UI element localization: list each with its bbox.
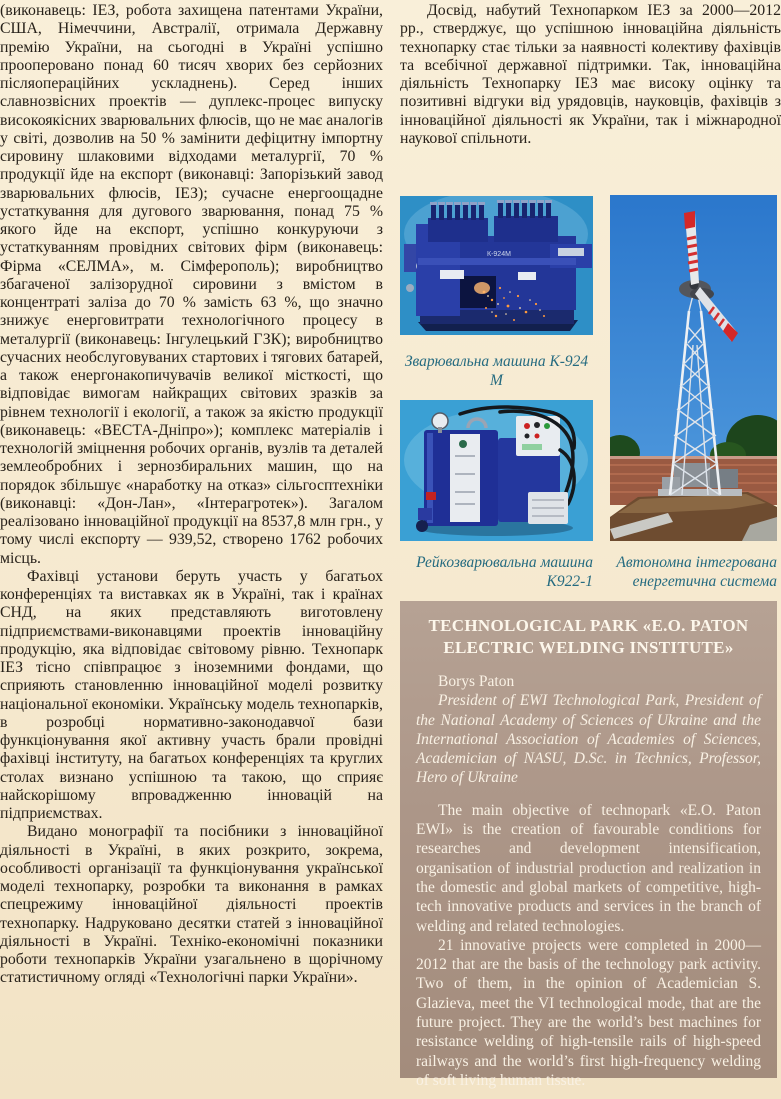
caption-energy-tower: [610, 553, 777, 591]
photo-energy-tower: [610, 195, 777, 541]
caption-line: Рейкозварювальна машина: [416, 554, 593, 571]
caption-k922-1: [400, 553, 593, 591]
caption-line: Автономна інтегрована: [616, 554, 777, 571]
figure-k924m: [400, 196, 593, 335]
author-title: President of EWI Technological Park, President of the National Academy of Sciences of Ukraine and the International Association of Academies of Sciences, Academician of NASU, D.Sc. in Technics, Professor, Hero of Ukraine: [416, 692, 761, 787]
right-column: [400, 2, 781, 148]
machine-label-text: К-924М: [487, 251, 511, 258]
photo-k924m-welding-machine: [400, 196, 593, 335]
info-box-title: TECHNOLOGICAL PARK «E.O. PATON ELECTRIC WELDING INSTITUTE»: [428, 616, 749, 657]
intro-paragraph: Досвід, набутий Технопарком ІЕЗ за 2000—2012 рр., стверджує, що успішною інноваційна діяльність технопарку стає тільки за наявності колективу фахівців та всебічної державної підтримки. Так, інноваційна діяльність Технопарку ІЕЗ має високу оцінку та позитивні відгуки від урядовців, науковців, фахівців з інноваційної діяльності як України, так і міжнародної наукової спільноти.: [400, 2, 781, 147]
figure-k922-1: [400, 400, 593, 541]
left-column: [0, 2, 383, 988]
info-box-paragraph-1: The main objective of technopark «E.O. Paton EWI» is the creation of favourable conditions for researches and development intensification, organisation of industrial production and realization in the domestic and global markets of competitive, high-tech innovative products and services in the branch of welding and related technologies.: [416, 801, 761, 935]
caption-line: енергетична система: [632, 573, 777, 590]
caption-k924m: [400, 352, 593, 390]
figure-energy-tower: [610, 195, 777, 541]
info-box-paragraph-2: 21 innovative projects were completed in 2000—2012 that are the basis of the technology park activity. Two of them, in the opinion of Academician S. Glazieva, meet the VI technological mode, that are the future project. They are the world’s best machines for resistance welding of high-tensile rails of high-speed railways and the world’s first high-frequency welding of soft living human tissue.: [416, 936, 761, 1089]
caption-line: К922-1: [546, 573, 593, 590]
author-name: Borys Paton: [438, 673, 515, 690]
left-paragraph-3: Видано монографії та посібники з інноваційної діяльності в Україні, в яких розкрито, зокрема, особливості організації та функціонування української моделі технопарку, розробки та виконання в рамках спецрежиму інноваційної діяльності проектів технопарку. Надруковано десятки статей з інноваційної діяльності в Україні. Техніко-економічні показники роботи технопарків України узагальнено в щорічному статистичному огляді «Технологічні парки України».: [0, 823, 383, 987]
caption-line: Зварювальна машина К-924 М: [404, 353, 589, 389]
left-paragraph-2: Фахівці установи беруть участь у багатьох конференціях та виставках як в Україні, так і країнах СНД, на яких представляють виготовлену підприємствами-виконавцями проектів інноваційну продукцію, яка відповідає світовому рівню. Технопарк ІЕЗ тісно співпрацює з іноземними фондами, що сприяють становленню інноваційної моделі розвитку національної економіки. Українську модель технопарків, в розробці нормативно-законодавчої бази функціонування якої активну участь брали провідні фахівці інституту, на багатьох конференціях та круглих столах визнано успішною та такою, що сприяє найскорішому впровадженню інновацій на підприємствах.: [0, 567, 383, 822]
photo-k922-1-rail-welding-machine: [400, 400, 593, 541]
info-box: [400, 601, 777, 1089]
left-paragraph-1: (виконавець: ІЕЗ, робота захищена патентами України, США, Німеччини, Австралії, отримала Державну премію України, на сьогодні в Україні успішно прооперовано понад 60 тисяч хворих без серйозних післяопераційних ускладнень). Серед інших славнозвісних проектів — дуплекс-процес випуску високоякісних зварювальних флюсів, що не має аналогів у світі, дозволив на 50 % замінити дефіцитну імпортну сировину шлаковими відходами металургії, 70 % продукції йде на експорт (виконавці: Запорізький завод зварювальних флюсів, ІЕЗ); сучасне енергоощадне устаткування для дугового зварювання, понад 75 % якого йде на експорт, успішно конкуруючи з устаткуванням провідних світових фірм (виконавець: Фірма «СЕЛМА», м. Сімферополь); виробництво збагаченої залізорудної сировини з вмістом в концентраті заліза до 70 % замість 63 %, що значно знижує енерговитрати технологічного процесу в металургії (виконавець: Інгулецький ГЗК); виробництво сучасних необслуговуваних стартових і тягових батарей, а також енергонакопичувачів великої місткості, що відповідає вимогам найкращих світових зразків за рівнем технології і екології, а також за якістю продукції (виконавець: «ВЕСТА-Дніпро»); комплекс матеріалів і технологій зміцнення робочих органів, вузлів та деталей землеобробних і зернозбиральних машин, що на порядок збільшує «наработку на отказ» сільгосптехніки (виконавці: «Дон-Лан», «Інтерагротек»). Загалом реалізовано інноваційної продукції на 8537,8 млн грн., у тому числі експорту — 939,52, створено 1762 робочих місць.: [0, 2, 383, 567]
